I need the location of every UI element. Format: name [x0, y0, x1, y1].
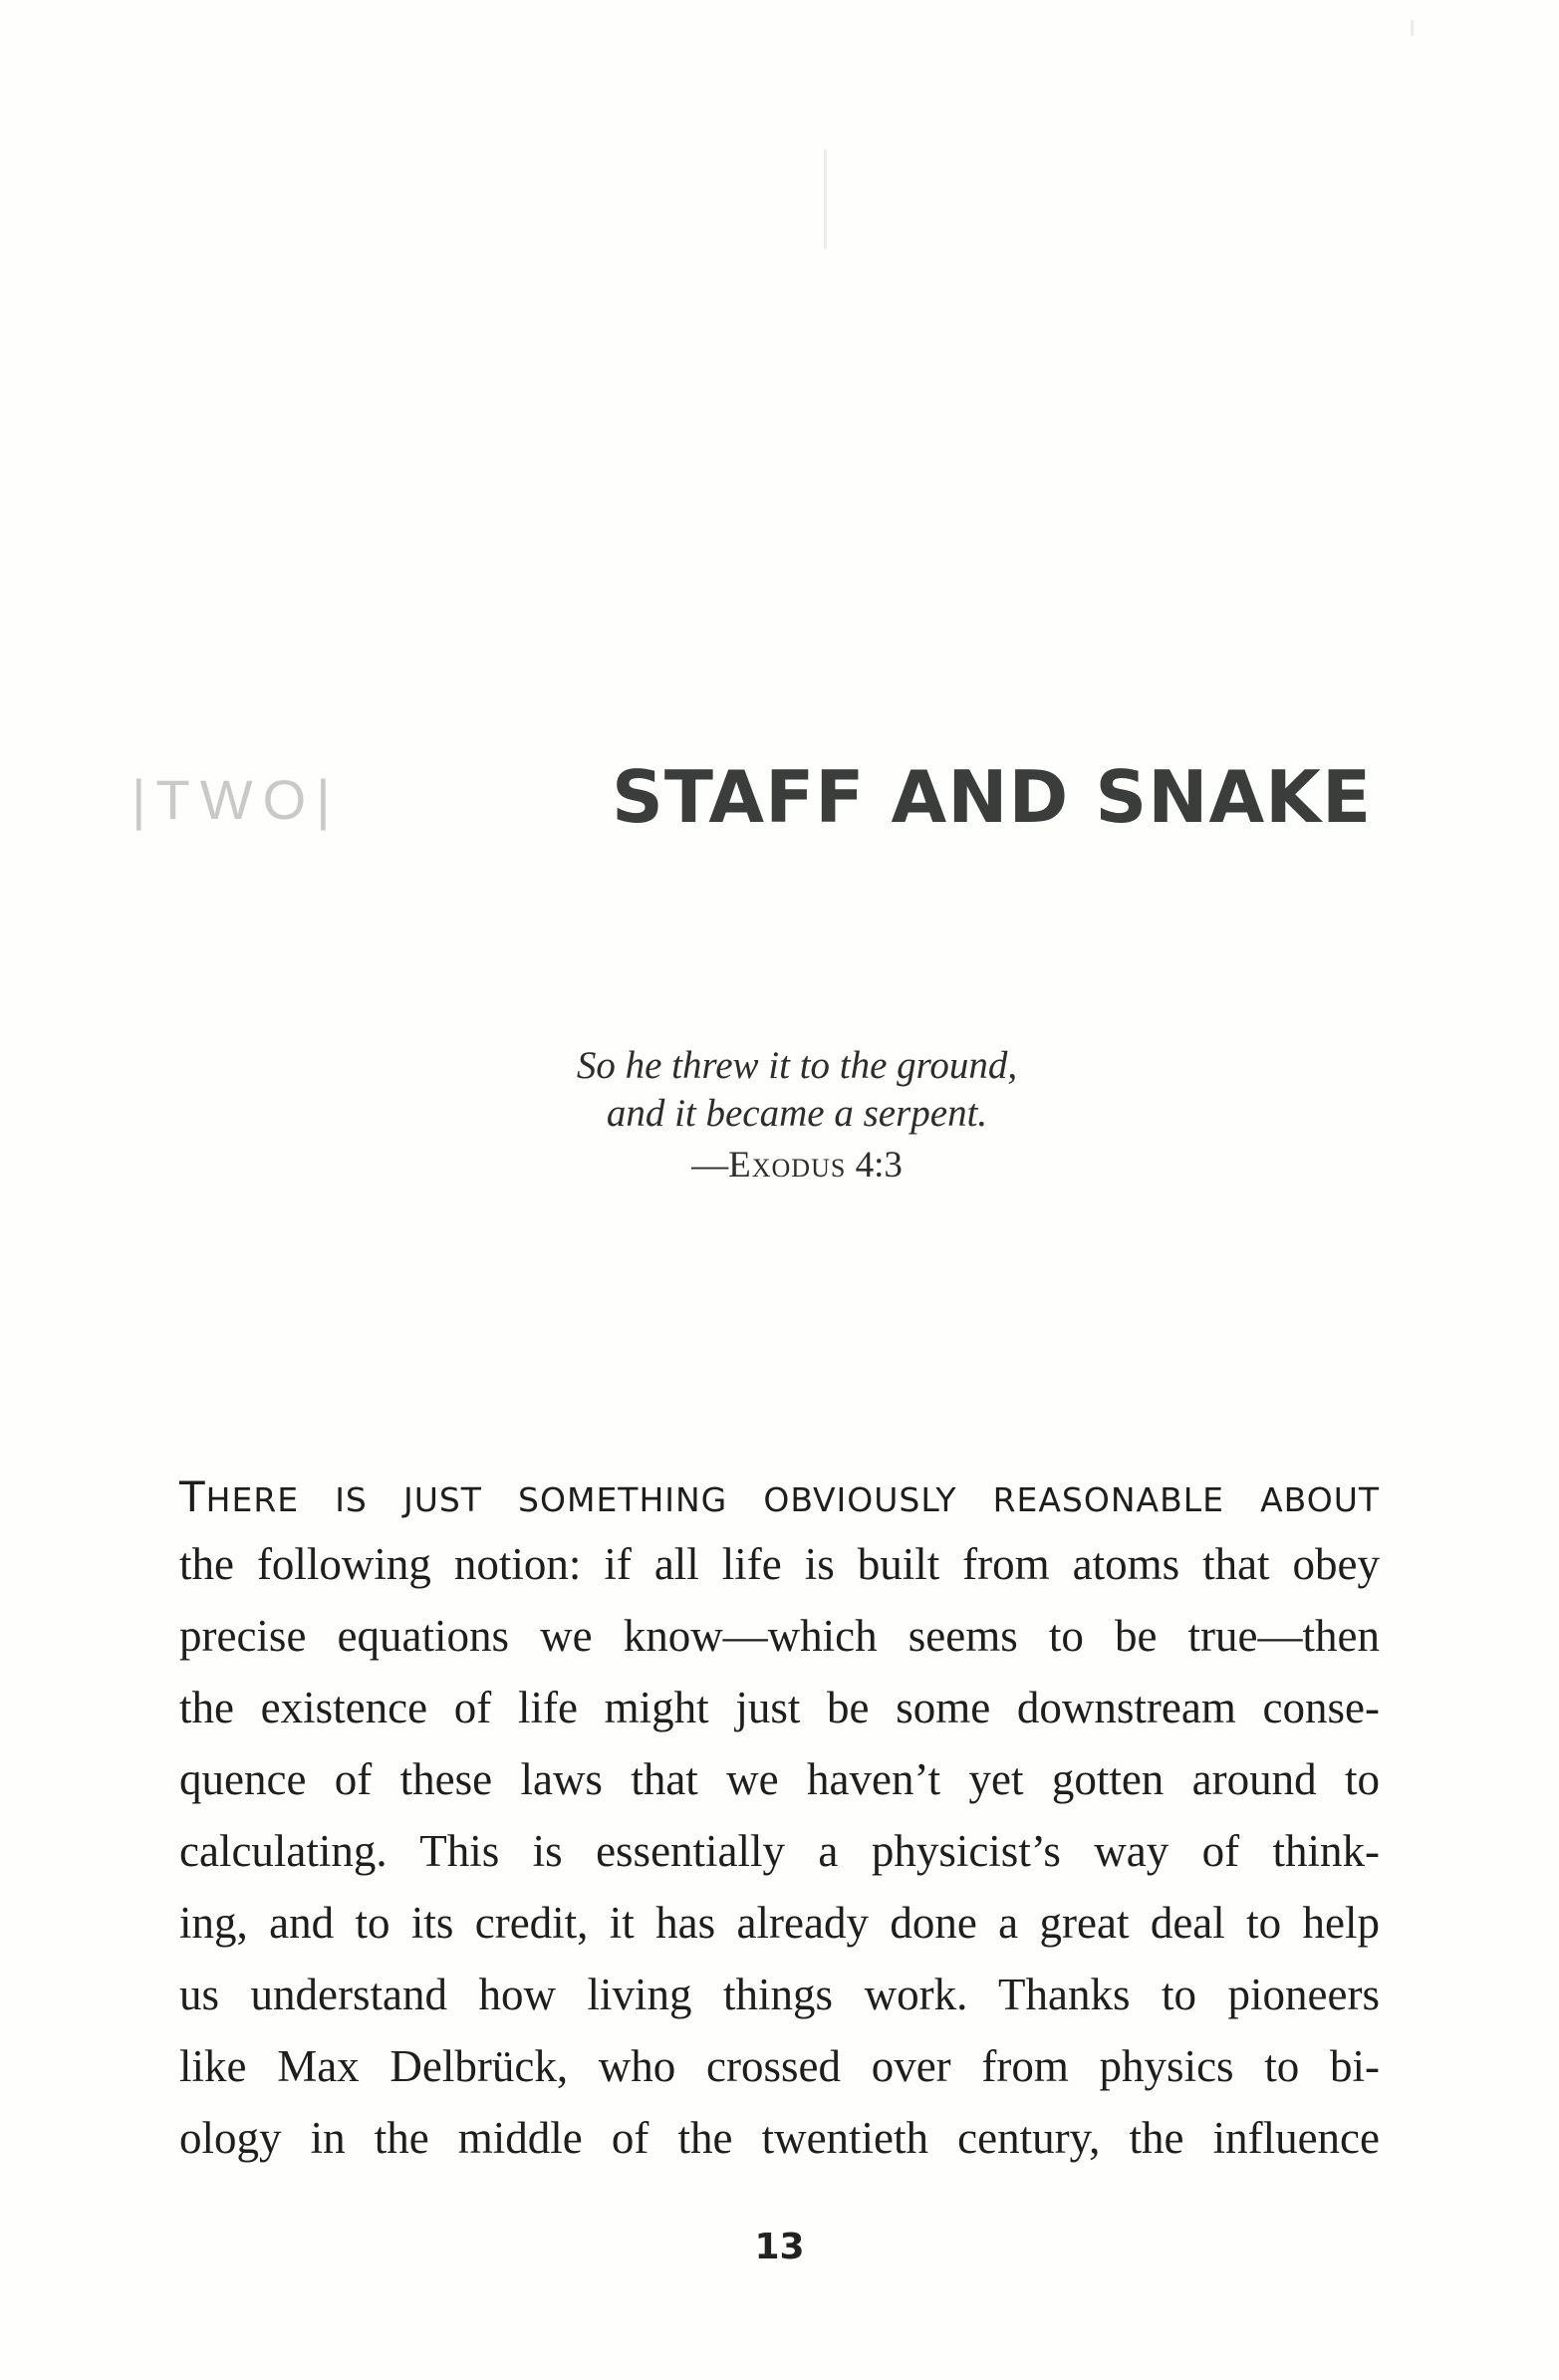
page-number: 13: [754, 2227, 805, 2267]
attribution-source: Exodus: [728, 1145, 847, 1186]
epigraph-attribution: [418, 1140, 1175, 1191]
epigraph-line: So he threw it to the ground,: [576, 1044, 1018, 1087]
body-line: us understand how living things work. Thanks to pioneers: [179, 1970, 1380, 2019]
epigraph: [418, 1042, 1175, 1191]
epigraph-line: and it became a serpent.: [606, 1092, 988, 1135]
body-paragraph: [179, 1466, 1380, 2174]
attribution-reference: 4:3: [846, 1145, 903, 1186]
body-line: like Max Delbrück, who crossed over from physics to bi-: [179, 2041, 1380, 2091]
lead-in-initial: T: [179, 1472, 206, 1521]
body-line: ing, and to its credit, it has already done a great deal to help: [179, 1898, 1380, 1948]
body-line: calculating. This is essentially a physicist’s way of think-: [179, 1826, 1380, 1876]
body-line: quence of these laws that we haven’t yet gotten around to: [179, 1754, 1380, 1804]
scan-artifact: [1411, 20, 1414, 36]
body-line: precise equations we know—which seems to be true—then: [179, 1611, 1380, 1661]
chapter-title: STAFF AND SNAKE: [612, 755, 1373, 839]
lead-in-text: HERE IS JUST SOMETHING OBVIOUSLY REASONABLE ABOUT: [205, 1480, 1380, 1519]
chapter-number: |TWO|: [131, 768, 341, 831]
scan-artifact: [824, 149, 827, 249]
attribution-dash: —: [691, 1145, 729, 1186]
body-line: the existence of life might just be some downstream conse-: [179, 1683, 1380, 1732]
body-line: ology in the middle of the twentieth century, the influence: [179, 2113, 1380, 2163]
body-line: the following notion: if all life is built from atoms that obey: [179, 1539, 1380, 1589]
lead-in-line: [179, 1466, 1380, 1528]
